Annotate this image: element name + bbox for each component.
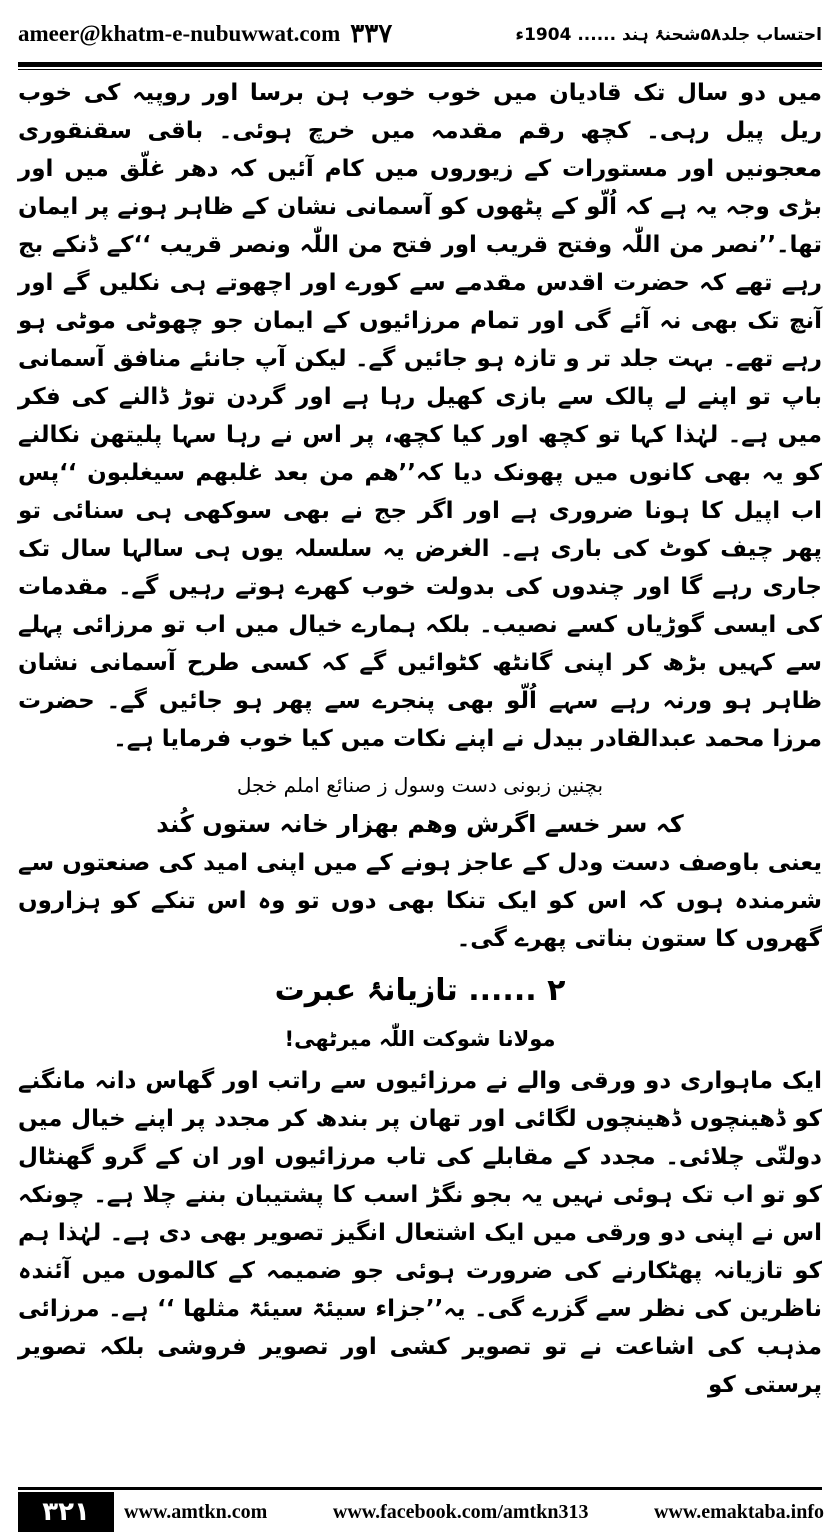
page-body	[18, 74, 822, 1404]
footer-link-emaktaba[interactable]: www.emaktaba.info	[653, 1500, 824, 1523]
footer-page-number: ۳۲۱	[18, 1492, 114, 1532]
verse-translation: یعنی باوصف دست ودل کے عاجز ہونے کے میں اپنی امید کی صنعتوں سے شرمندہ ہوں کہ اس کو ایک تنکا بھی دوں تو وہ اس تنکے کو ہزاروں گھروں کا ستون بناتی پھرے گی۔	[18, 850, 822, 952]
section-author: مولانا شوکت اللّٰہ میرٹھی!	[284, 1027, 556, 1051]
footer-link-amtkn[interactable]: www.amtkn.com	[124, 1500, 268, 1523]
persian-verse-line-2: کہ سر خسے اگرش وھم بھزار خانہ ستوں کُند	[156, 810, 684, 838]
footer-links	[124, 1494, 824, 1530]
header-rule	[18, 62, 822, 67]
header-email[interactable]: ameer@khatm-e-nubuwwat.com	[18, 21, 341, 46]
page-header	[18, 14, 822, 54]
section-heading: ۲ ...... تازیانۂ عبرت	[274, 973, 566, 1008]
header-left	[18, 19, 392, 49]
running-title: احتساب جلد۵۸شحنۂ ہند ...... 1904ء	[515, 24, 822, 45]
header-page-number: ۳۳۷	[350, 19, 393, 48]
persian-verse-line-1: بچنین زبونی دست وسول ز صنائع املم خجل	[236, 773, 604, 797]
body-paragraph: میں دو سال تک قادیان میں خوب خوب ہن برسا اور روپیہ کی خوب ریل پیل رہی۔ کچھ رقم مقدمہ میں خرچ ہوئی۔ باقی سقنقوری معجونیں اور مستورات کے زیوروں میں کام آئیں کہ دھر غلّق میں اور بڑی وجہ یہ ہے کہ اُلّو کے پٹھوں کو آسمانی نشان کے ظاہر ہونے پر ایمان تھا۔’’نصر من اللّٰہ وفتح قریب اور فتح من اللّٰہ ونصر قریب ‘‘کے ڈنکے بج رہے تھے کہ حضرت اقدس مقدمے سے کورے اور اچھوتے ہی نکلیں گے اور آنچ تک بھی نہ آئے گی اور تمام مرزائیوں کے ایمان جو چھوٹی موٹی ہو رہے تھے۔ بہت جلد تر و تازہ ہو جائیں گے۔ لیکن آپ جانئے منافق آسمانی باپ تو اپنے لے پالک سے بازی کھیل رہا ہے اور گردن توڑ ڈالنے کی فکر میں ہے۔ لہٰذا کہا تو کچھ اور کیا کچھ، پر اس نے رہا سہا پلیتھن نکالنے کو یہ بھی کانوں میں پھونک دیا کہ’’ھم من بعد غلبھم سیغلبون ‘‘پس اب اپیل کا ہونا ضروری ہے اور اگر جج نے بھی سوکھی ہی سنائی تو پھر چیف کوٹ کی باری ہے۔ الغرض یہ سلسلہ یوں ہی سالہا سال تک جاری رہے گا اور چندوں کی بدولت خوب کھرے ہوتے رہیں گے۔ مقدمات کی ایسی گوڑیاں کسے نصیب۔ بلکہ ہمارے خیال میں اب تو مرزائی پہلے سے کہیں بڑھ کر اپنی گانٹھ کٹوائیں گے کہ کسی طرح آسمانی نشان ظاہر ہو ورنہ رہے سہے اُلّو بھی پنجرے سے پھر ہو جائیں گے۔ حضرت مرزا محمد عبدالقادر بیدل نے اپنے نکات میں کیا خوب فرمایا ہے۔	[18, 80, 822, 752]
section-paragraph: ایک ماہواری دو ورقی والے نے مرزائیوں سے راتب اور گھاس دانہ مانگنے کو ڈھینچوں ڈھینچوں لگائی اور تھان پر بندھ کر مجدد پر اپنے خیال میں دولتّی چلائی۔ مجدد کے مقابلے کی تاب مرزائیوں اور ان کے گرو گھنٹال کو تو اب تک ہوئی نہیں یہ بجو نگڑ اسب کا پشتیبان بننے چلا ہے۔ چونکہ اس نے اپنی دو ورقی میں ایک اشتعال انگیز تصویر بھی دی ہے۔ لہٰذا ہم کو تازیانہ پھٹکارنے کی ضرورت ہوئی جو ضمیمہ کے کالموں میں آئندہ ناظرین کی نظر سے گزرے گی۔ یہ’’جزاء سیئۃ سیئۃ مثلھا ‘‘ ہے۔ مرزائی مذہب کی اشاعت نے تو تصویر کشی اور تصویر فروشی بلکہ تصویر پرستی کو	[18, 1068, 822, 1398]
footer-rule	[18, 1487, 822, 1490]
footer-link-facebook[interactable]: www.facebook.com/amtkn313	[332, 1500, 589, 1523]
header-rule-thin	[18, 69, 822, 70]
